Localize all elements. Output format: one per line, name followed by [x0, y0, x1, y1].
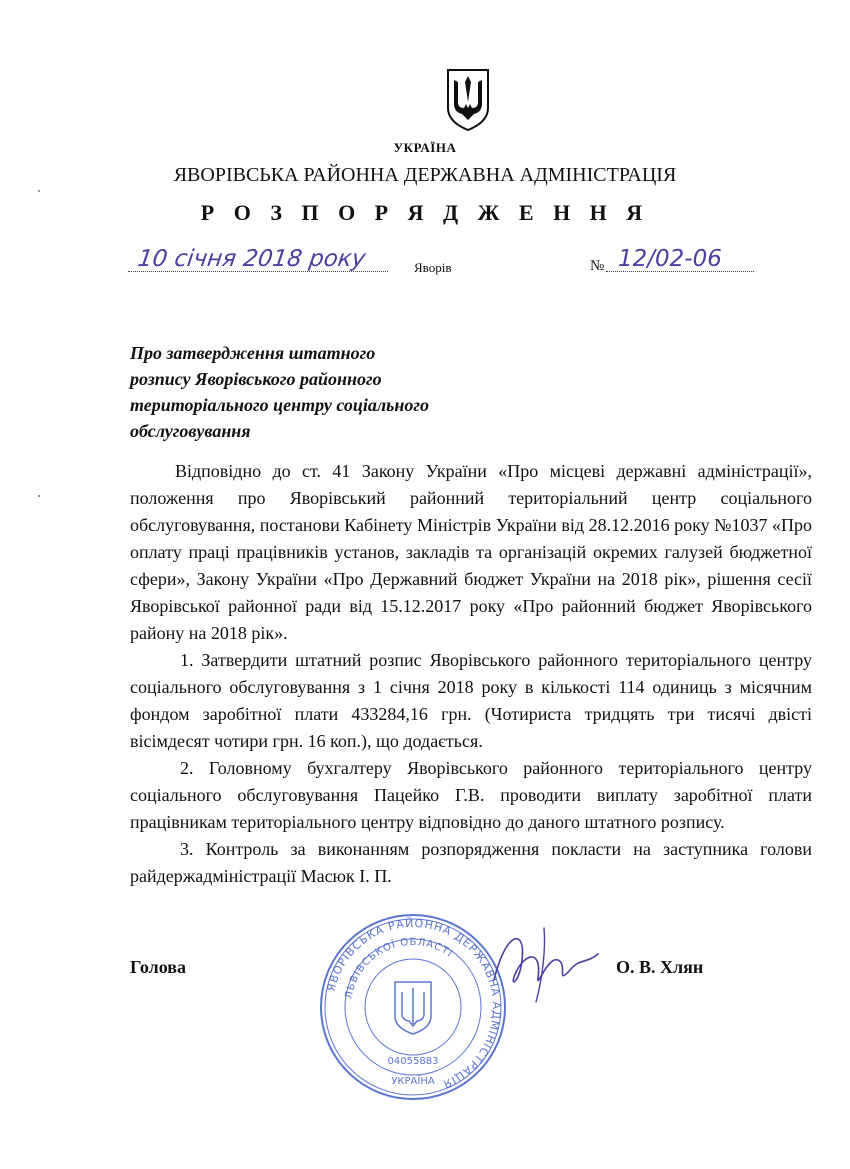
- point-paragraph: 2. Головному бухгалтеру Яворівського районного територіального центру соціального обслуговування Пацейко Г.В. проводити виплату заробітної плати працівникам територіального центру відповідно до даного штатного розпису.: [130, 758, 812, 832]
- document-type-heading: Р О З П О Р Я Д Ж Е Н Н Я: [200, 200, 650, 225]
- order-body: [130, 458, 812, 890]
- svg-text:УКРАЇНА: УКРАЇНА: [391, 1076, 435, 1087]
- subject-block: [130, 340, 429, 444]
- svg-text:04055883: 04055883: [387, 1056, 439, 1067]
- handwritten-signature: [486, 920, 616, 1010]
- svg-text:ЛЬВІВСЬКОЇ ОБЛАСТІ: ЛЬВІВСЬКОЇ ОБЛАСТІ: [343, 936, 455, 1000]
- subject-line: територіального центру соціального: [130, 395, 430, 415]
- subject-line: розпису Яворівського районного: [130, 369, 382, 389]
- number-sign: №: [590, 258, 605, 274]
- subject-line: обслуговування: [130, 421, 251, 441]
- point-paragraph: 1. Затвердити штатний розпис Яворівського районного територіального центру соціального обслуговування з 1 січня 2018 року в кількості 114 одиниць з місячним фондом заробітної плати 433284,16 грн. (Чотириста тридцять три тисячі двісті вісімдесят чотири грн. 16 коп.), що додається.: [130, 650, 812, 751]
- number-underline: [606, 271, 754, 272]
- handwritten-number: 12/02-06: [618, 246, 722, 272]
- country-heading: УКРАЇНА: [393, 140, 457, 155]
- trident-emblem-icon: [444, 68, 492, 132]
- point-paragraph: 3. Контроль за виконанням розпорядження покласти на заступника голови райдержадміністрації Масюк І. П.: [130, 839, 812, 886]
- place-label: Яворів: [414, 260, 452, 275]
- date-underline: [128, 271, 388, 272]
- signatory-name: О. В. Хлян: [616, 957, 704, 977]
- scan-speck: [38, 495, 40, 497]
- subject-line: Про затвердження штатного: [130, 343, 376, 363]
- svg-text:ЯВОРІВСЬКА РАЙОННА ДЕРЖАВНА АД: ЯВОРІВСЬКА РАЙОННА ДЕРЖАВНА АДМІНІСТРАЦІЯ: [324, 916, 504, 1091]
- preamble-paragraph: Відповідно до ст. 41 Закону України «Про місцеві державні адміністрації», положення про Яворівський районний територіальний центр соціального обслуговування, постанови Кабінету Міністрів України від 28.12.2016 року №1037 «Про оплату праці працівників установ, закладів та організацій окремих галузей бюджетної сфери», Закону України «Про Державний бюджет України на 2018 рік», рішення сесії Яворівської районної ради від 15.12.2017 року «Про районний бюджет Яворівського району на 2018 рік».: [130, 461, 812, 643]
- handwritten-date: 10 січня 2018 року: [136, 246, 368, 272]
- scan-speck: [38, 190, 40, 192]
- signatory-title: Голова: [130, 957, 187, 977]
- administration-heading: ЯВОРІВСЬКА РАЙОННА ДЕРЖАВНА АДМІНІСТРАЦІЯ: [173, 164, 677, 186]
- official-stamp: [318, 912, 508, 1102]
